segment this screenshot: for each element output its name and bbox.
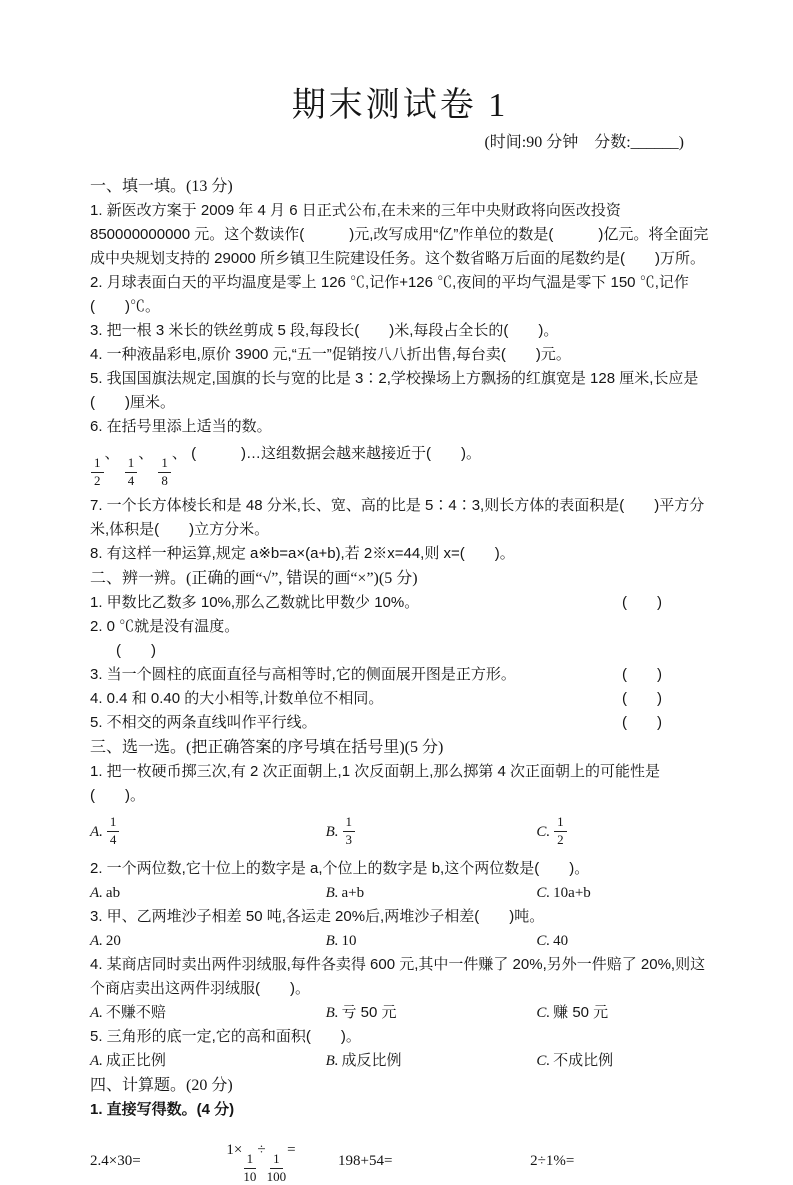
option-c: [536, 1049, 710, 1073]
answer-bracket: ( ): [622, 665, 662, 683]
calc-expression-1: 2.4×30=: [90, 1153, 141, 1170]
option-text: a+b: [341, 884, 365, 901]
option-label: A.: [90, 1052, 103, 1069]
fill-q2: 2. 月球表面白天的平均温度是零上 126 ℃,记作+126 ℃,夜间的平均气温是零下 150 ℃,记作( )℃。: [90, 274, 689, 315]
option-c: [536, 881, 710, 905]
fraction-denominator: 8: [161, 472, 168, 488]
section-fill-heading: 一、填一填。(13 分): [90, 178, 233, 195]
fraction-denominator: 4: [109, 832, 117, 848]
calc-row: [90, 1138, 710, 1185]
choice-q4-text: 4. 某商店同时卖出两件羽绒服,每件各卖得 600 元,其中一件赚了 20%,另外一件赔了 20%,则这个商店卖出这两件羽绒服( )。: [90, 955, 706, 997]
fraction: [107, 815, 120, 848]
fraction-denominator: 10: [243, 1168, 257, 1184]
fraction-denominator: 4: [127, 472, 135, 488]
option-label: C.: [536, 884, 551, 901]
fill-q8: 8. 有这样一种运算,规定 a※b=a×(a+b),若 2※x=44,则 x=( )。: [90, 544, 515, 562]
option-text: 成反比例: [341, 1051, 402, 1069]
judge-item-4: [90, 687, 710, 711]
separator: 、: [171, 445, 187, 462]
judge-item-3: [90, 663, 710, 687]
choice-q2-options: [90, 881, 710, 905]
separator: 、: [138, 445, 154, 462]
option-label: A.: [90, 1004, 103, 1021]
option-text: 赚 50 元: [553, 1003, 609, 1021]
answer-bracket: ( ): [622, 713, 662, 731]
separator: 、: [104, 445, 120, 462]
calc-expression-part: ÷: [257, 1141, 266, 1158]
answer-bracket: ( ): [622, 593, 662, 611]
fill-q5: 5. 我国国旗法规定,国旗的长与宽的比是 3∶2,学校操场上方飘扬的红旗宽是 128 厘米,长应是( )厘米。: [90, 370, 699, 411]
choice-q5-options: [90, 1049, 710, 1073]
option-text: 10a+b: [553, 884, 591, 901]
option-a: [90, 929, 326, 953]
fraction: [125, 456, 138, 489]
option-label: C.: [536, 1004, 551, 1021]
fraction-denominator: 3: [345, 832, 353, 848]
option-label: C.: [536, 823, 551, 840]
fraction-denominator: 2: [94, 472, 101, 488]
option-text: 亏 50 元: [341, 1003, 397, 1021]
option-text: 20: [105, 932, 121, 949]
fill-q3: 3. 把一根 3 米长的铁丝剪成 5 段,每段长( )米,每段占全长的( )。: [90, 322, 559, 339]
fill-q7: 7. 一个长方体棱长和是 48 分米,长、宽、高的比是 5∶4∶3,则长方体的表面积是( )平方分米,体积是( )立方分米。: [90, 496, 705, 538]
fraction-numerator: 1: [270, 1152, 283, 1169]
judge-text: 5. 不相交的两条直线叫作平行线。: [90, 713, 317, 731]
fill-q6-label: 6. 在括号里添上适当的数。: [90, 418, 272, 435]
section-calc-heading: 四、计算题。(20 分): [90, 1076, 233, 1094]
fraction-numerator: 1: [158, 456, 171, 473]
option-text: 不成比例: [553, 1051, 614, 1069]
option-label: B.: [325, 1052, 339, 1069]
option-label: B.: [325, 823, 339, 840]
section-choice: [90, 735, 710, 1073]
choice-q3-text: 3. 甲、乙两堆沙子相差 50 吨,各运走 20%后,两堆沙子相差( )吨。: [90, 907, 545, 925]
option-text: 40: [553, 932, 569, 949]
calc-expression-2: [226, 1138, 338, 1185]
option-a: [90, 815, 326, 848]
choice-q1-text: 1. 把一枚硬币掷三次,有 2 次正面朝上,1 次反面朝上,那么掷第 4 次正面朝上的可能性是( )。: [90, 762, 661, 804]
section-fill: [90, 174, 710, 566]
fraction: [267, 1152, 287, 1185]
option-label: B.: [325, 884, 339, 901]
fraction-numerator: 1: [554, 815, 567, 832]
option-c: [536, 929, 710, 953]
option-label: B.: [325, 1004, 339, 1021]
section-calc: [90, 1073, 710, 1185]
judge-item-1: [90, 591, 710, 615]
fraction-numerator: 1: [125, 456, 138, 473]
option-label: B.: [325, 932, 339, 949]
option-text: ab: [105, 884, 121, 901]
fraction-denominator: 2: [557, 832, 564, 848]
option-text: 不赚不赔: [105, 1003, 166, 1021]
option-label: A.: [90, 932, 103, 949]
fraction-numerator: 1: [107, 815, 120, 832]
fill-q4: 4. 一种液晶彩电,原价 3900 元,“五一”促销按八八折出售,每台卖( )元。: [90, 346, 571, 363]
fraction: [243, 1152, 256, 1185]
option-a: [90, 1049, 326, 1073]
option-b: [326, 881, 537, 905]
fraction: [554, 815, 567, 848]
option-c: [536, 1001, 710, 1025]
fraction-denominator: 100: [266, 1168, 287, 1184]
choice-q2-text: 2. 一个两位数,它十位上的数字是 a,个位上的数字是 b,这个两位数是( )。: [90, 859, 590, 877]
fill-q6-tail: ( )…这组数据会越来越接近于( )。: [191, 445, 482, 462]
fill-q1: 1. 新医改方案于 2009 年 4 月 6 日正式公布,在未来的三年中央财政将向医改投资 850000000000 元。这个数读作( )元,改写成用“亿”作单位的数是( )亿元。将全面完成中央规划支持的 29000 所乡镇卫生院建设任务。这个数省略万后面的尾数约是( )万所。: [90, 202, 709, 267]
judge-text: 4. 0.4 和 0.40 的大小相等,计数单位不相同。: [90, 689, 384, 707]
section-choice-heading: 三、选一选。(把正确答案的序号填在括号里)(5 分): [90, 738, 444, 756]
calc-expression-part: =: [287, 1141, 296, 1158]
judge-item-2: [90, 615, 710, 639]
calc-sub-heading: 1. 直接写得数。(4 分): [90, 1100, 235, 1118]
fraction-numerator: 1: [244, 1152, 257, 1169]
option-label: C.: [536, 1052, 551, 1069]
option-label: A.: [90, 823, 103, 840]
option-c: [536, 815, 710, 848]
option-text: 成正比例: [105, 1051, 166, 1069]
choice-q5-text: 5. 三角形的底一定,它的高和面积( )。: [90, 1027, 361, 1045]
exam-meta: (时间:90 分钟 分数:______): [484, 134, 684, 151]
fraction: [91, 456, 104, 489]
answer-bracket: ( ): [622, 689, 662, 707]
fraction-numerator: 1: [343, 815, 356, 832]
fraction: [158, 456, 171, 489]
option-a: [90, 881, 326, 905]
option-b: [326, 815, 537, 848]
option-label: C.: [536, 932, 551, 949]
judge-text: 1. 甲数比乙数多 10%,那么乙数就比甲数少 10%。: [90, 593, 420, 611]
page-title: 期末测试卷 1: [291, 87, 509, 124]
judge-item-5: [90, 711, 710, 735]
fraction-numerator: 1: [91, 456, 104, 473]
option-b: [326, 929, 537, 953]
section-judge-heading: 二、辨一辨。(正确的画“√”, 错误的画“×”)(5 分): [90, 569, 418, 587]
fraction: [343, 815, 356, 848]
calc-expression-3: 198+54=: [337, 1153, 393, 1170]
option-label: A.: [90, 884, 103, 901]
option-b: [326, 1049, 537, 1073]
judge-text: 3. 当一个圆柱的底面直径与高相等时,它的侧面展开图是正方形。: [90, 665, 516, 683]
answer-bracket: ( ): [116, 641, 156, 659]
section-judge: [90, 566, 710, 735]
choice-q4-options: [90, 1001, 710, 1025]
calc-expression-4: 2÷1%=: [530, 1153, 575, 1170]
option-text: 10: [341, 932, 357, 949]
choice-q1-options: [90, 813, 710, 851]
judge-text: 2. 0 ℃就是没有温度。: [90, 617, 240, 635]
calc-expression-part: 1×: [226, 1141, 243, 1158]
fill-q6-sequence: [90, 442, 710, 489]
option-b: [326, 1001, 537, 1025]
option-a: [90, 1001, 326, 1025]
choice-q3-options: [90, 929, 710, 953]
